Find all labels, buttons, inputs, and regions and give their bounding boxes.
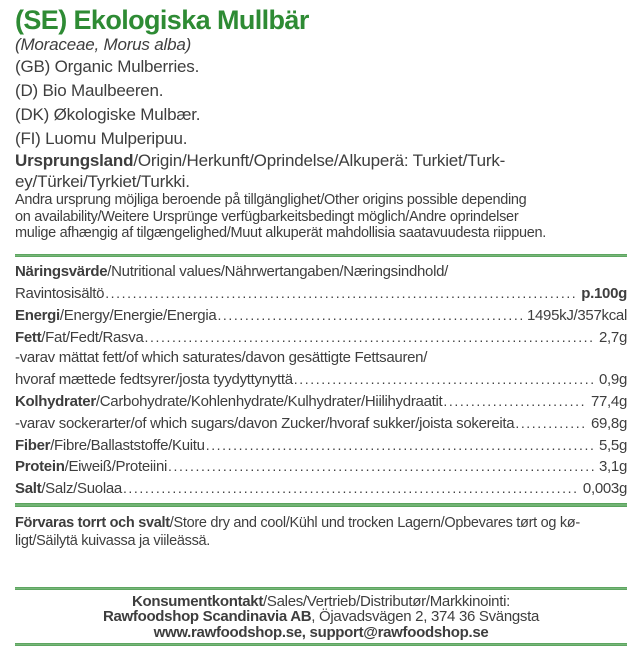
dot-leader bbox=[206, 435, 595, 457]
nutrition-row-header: Näringsvärde/Nutritional values/Nährwertangaben/Næringsindhold/ Ravintosisältö ..... p.100g bbox=[15, 262, 627, 305]
nutrition-value: 0,9g bbox=[599, 371, 627, 389]
nutrition-row-lead: Kolhydrater bbox=[15, 393, 96, 411]
nutrition-value: 1495kJ/357kcal bbox=[526, 306, 627, 324]
origin-note-line: Andra ursprung möjliga beroende på tillgänglighet/Other origins possible depending bbox=[15, 192, 527, 208]
latin-name: (Moraceae, Morus alba) bbox=[15, 35, 192, 54]
nutrition-value: 69,8g bbox=[590, 414, 627, 432]
nutrition-row-sugars bbox=[15, 413, 627, 435]
nutrition-value: 3,1g bbox=[599, 458, 627, 476]
separator-line-top bbox=[15, 254, 627, 258]
translation-line-d: (D) Bio Maulbeeren. bbox=[15, 81, 164, 100]
nutrition-value: 77,4g bbox=[590, 393, 627, 411]
nutrition-value: p.100g bbox=[581, 285, 627, 303]
contact-block bbox=[15, 594, 627, 641]
origin-line2: ey/Türkei/Tyrkiet/Turkki. bbox=[15, 171, 190, 191]
nutrition-value: 2,7g bbox=[599, 328, 627, 346]
nutrition-row-fibre: Fiber/Fibre/Ballaststoffe/Kuitu ..... 5,5g bbox=[15, 435, 627, 457]
dot-leader bbox=[145, 327, 595, 349]
nutrition-row-lead: Fett bbox=[15, 328, 42, 346]
nutrition-value: 5,5g bbox=[599, 436, 627, 454]
nutrition-row-protein: Protein/Eiweiß/Proteiini ..... 3,1g bbox=[15, 456, 627, 478]
origin-lead: Ursprungsland bbox=[15, 151, 134, 170]
translation-line-fi: (FI) Luomu Mulperipuu. bbox=[15, 129, 188, 148]
nutrition-row-salt: Salt/Salz/Suolaa ..... 0,003g bbox=[15, 478, 627, 500]
contact-roles-line: Konsumentkontakt/Sales/Vertrieb/Distributør/Markkinointi: bbox=[132, 592, 510, 610]
storage-lead: Förvaras torrt och svalt bbox=[15, 514, 170, 531]
nutrition-row-label: Ravintosisältö bbox=[15, 285, 105, 303]
nutrition-row-lead: Protein bbox=[15, 458, 65, 476]
nutrition-table bbox=[15, 262, 627, 500]
website-email-line: www.rawfoodshop.se, support@rawfoodshop.se bbox=[153, 623, 489, 641]
nutrition-row-lead: Energi bbox=[15, 306, 60, 324]
nutrition-row-fat: Fett/Fat/Fedt/Rasva ..... 2,7g bbox=[15, 327, 627, 349]
origin-note-line: on availability/Weitere Ursprünge verfügbarkeitsbedingt möglich/Andre oprindelser bbox=[15, 208, 519, 225]
translation-line-dk: (DK) Økologiske Mulbær. bbox=[15, 105, 201, 124]
origin-note bbox=[15, 192, 627, 242]
origin-note-line: mulige afhængig af tilgængelighed/Muut alkuperät mahdollisia saatavuudesta riippuen. bbox=[15, 225, 546, 242]
contact-lead: Konsumentkontakt bbox=[132, 592, 264, 610]
product-title: (SE) Ekologiska Mullbär bbox=[15, 5, 309, 35]
nutrition-row-saturates bbox=[15, 348, 627, 391]
origin-line1: /Origin/Herkunft/Oprindelse/Alkuperä: Turkiet/Turk- bbox=[133, 151, 506, 170]
nutrition-row-label: -varav sockerarter/of which sugars/davon Zucker/hvoraf sukker/joista sokereita bbox=[15, 414, 515, 432]
origin-statement bbox=[15, 151, 627, 192]
storage-instructions bbox=[15, 514, 627, 550]
separator-line-middle bbox=[15, 503, 627, 507]
dot-leader bbox=[123, 478, 579, 500]
nutrition-row-energy: Energi/Energy/Energie/Energia ..... 1495kJ/357kcal bbox=[15, 305, 627, 327]
company-address: , Öjavadsvägen 2, 374 36 Svängsta bbox=[311, 608, 540, 626]
contact-address-line bbox=[15, 609, 627, 625]
nutrition-row-lead: Näringsvärde bbox=[15, 263, 108, 281]
dot-leader bbox=[515, 413, 587, 435]
separator-line-contact-top bbox=[15, 587, 627, 590]
nutrition-row-carbohydrate: Kolhydrater/Carbohydrate/Kohlenhydrate/Kulhydrater/Hiilihydraatit ..... 77,4g bbox=[15, 391, 627, 413]
dot-leader bbox=[168, 456, 595, 478]
nutrition-row-subline: -varav mättat fett/of which saturates/davon gesättigte Fettsauren/ bbox=[15, 349, 428, 367]
dot-leader bbox=[443, 391, 587, 413]
nutrition-row-lead: Fiber bbox=[15, 436, 51, 454]
storage-line1: /Store dry and cool/Kühl und trocken Lagern/Opbevares tørt og kø- bbox=[169, 514, 580, 531]
nutrition-row-label: hvoraf mættede fedtsyrer/josta tyydyttynyttä bbox=[15, 371, 293, 389]
storage-line2: ligt/Säilytä kuivassa ja viileässä. bbox=[15, 532, 211, 549]
dot-leader bbox=[105, 283, 577, 305]
dot-leader bbox=[294, 369, 595, 391]
nutrition-row-lead: Salt bbox=[15, 480, 42, 498]
dot-leader bbox=[217, 305, 523, 327]
nutrition-value: 0,003g bbox=[582, 480, 627, 498]
translation-line-gb: (GB) Organic Mulberries. bbox=[15, 57, 200, 76]
company-name: Rawfoodshop Scandinavia AB bbox=[102, 608, 312, 626]
